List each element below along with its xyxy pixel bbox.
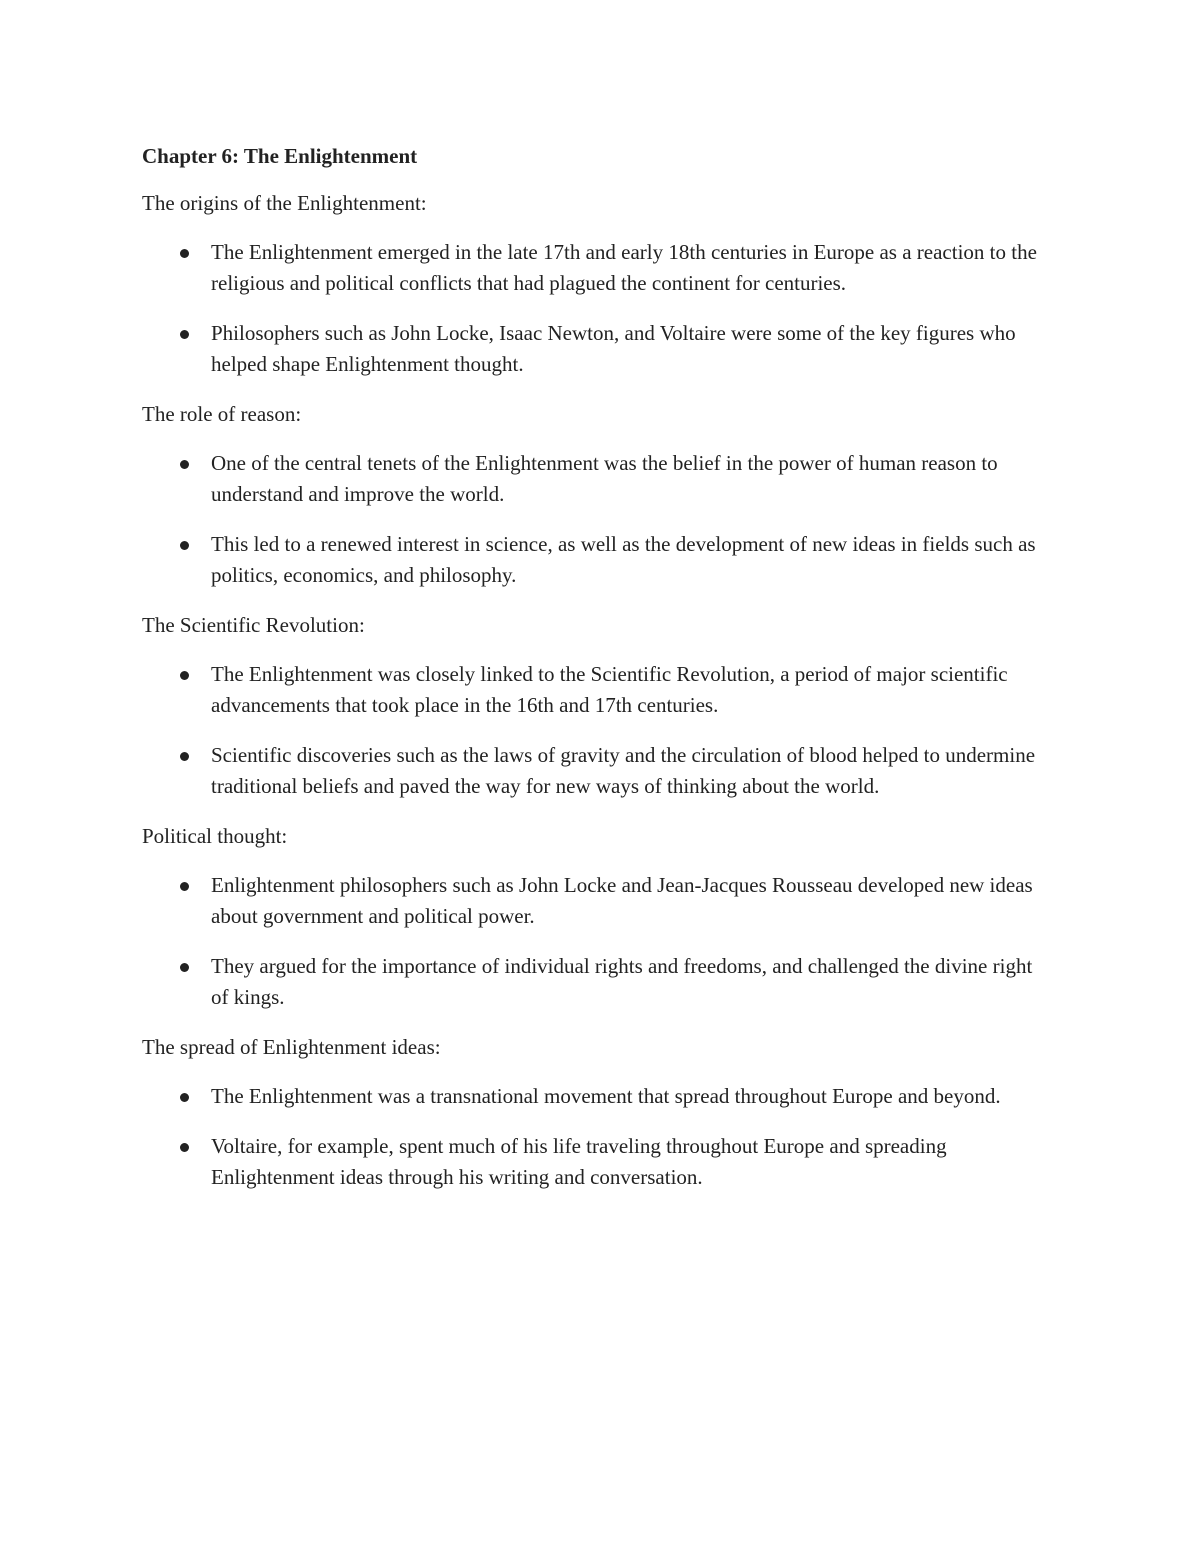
document-page xyxy=(142,138,1042,1212)
bullet-text: They argued for the importance of individual rights and freedoms, and challenged the divine right of kings. xyxy=(211,954,1033,1009)
bullet-text: The Enlightenment was closely linked to the Scientific Revolution, a period of major scientific advancements that took place in the 16th and 17th centuries. xyxy=(211,662,1008,717)
bullet-item xyxy=(142,237,1042,299)
bullet-list xyxy=(142,1081,1042,1193)
bullet-icon xyxy=(180,330,189,339)
bullet-text: This led to a renewed interest in science, as well as the development of new ideas in fields such as politics, economics, and philosophy. xyxy=(211,532,1036,587)
bullet-icon xyxy=(180,671,189,680)
bullet-icon xyxy=(180,752,189,761)
bullet-list xyxy=(142,870,1042,1013)
bullet-text: The Enlightenment was a transnational movement that spread throughout Europe and beyond. xyxy=(211,1084,1001,1108)
bullet-icon xyxy=(180,460,189,469)
bullet-icon xyxy=(180,1143,189,1152)
bullet-item xyxy=(142,659,1042,721)
bullet-text: One of the central tenets of the Enlightenment was the belief in the power of human reason to understand and improve the world. xyxy=(211,451,998,506)
bullet-text: Philosophers such as John Locke, Isaac Newton, and Voltaire were some of the key figures who helped shape Enlightenment thought. xyxy=(211,321,1016,376)
bullet-item xyxy=(142,951,1042,1013)
bullet-text: The Enlightenment emerged in the late 17th and early 18th centuries in Europe as a reaction to the religious and political conflicts that had plagued the continent for centuries. xyxy=(211,240,1037,295)
bullet-text: Enlightenment philosophers such as John Locke and Jean-Jacques Rousseau developed new ideas about government and political power. xyxy=(211,873,1033,928)
section-scientific-revolution xyxy=(142,610,1042,802)
bullet-item xyxy=(142,1081,1042,1112)
section-spread-of-ideas xyxy=(142,1032,1042,1193)
bullet-list xyxy=(142,448,1042,591)
bullet-text: Voltaire, for example, spent much of his life traveling throughout Europe and spreading Enlightenment ideas through his writing and conversation. xyxy=(211,1134,947,1189)
bullet-item xyxy=(142,448,1042,510)
bullet-item xyxy=(142,870,1042,932)
section-heading: The origins of the Enlightenment: xyxy=(142,191,427,215)
bullet-icon xyxy=(180,882,189,891)
section-heading: The spread of Enlightenment ideas: xyxy=(142,1035,441,1059)
bullet-icon xyxy=(180,249,189,258)
section-political-thought xyxy=(142,821,1042,1013)
bullet-text: Scientific discoveries such as the laws of gravity and the circulation of blood helped to undermine traditional beliefs and paved the way for new ways of thinking about the world. xyxy=(211,743,1036,798)
bullet-item xyxy=(142,318,1042,380)
bullet-list xyxy=(142,659,1042,802)
bullet-list xyxy=(142,237,1042,380)
bullet-icon xyxy=(180,541,189,550)
bullet-item xyxy=(142,1131,1042,1193)
section-heading: The Scientific Revolution: xyxy=(142,613,365,637)
bullet-icon xyxy=(180,963,189,972)
section-heading: Political thought: xyxy=(142,824,288,848)
bullet-item xyxy=(142,740,1042,802)
section-heading: The role of reason: xyxy=(142,402,302,426)
chapter-title: Chapter 6: The Enlightenment xyxy=(142,144,418,168)
bullet-icon xyxy=(180,1093,189,1102)
section-role-of-reason xyxy=(142,399,1042,591)
section-origins xyxy=(142,188,1042,380)
bullet-item xyxy=(142,529,1042,591)
